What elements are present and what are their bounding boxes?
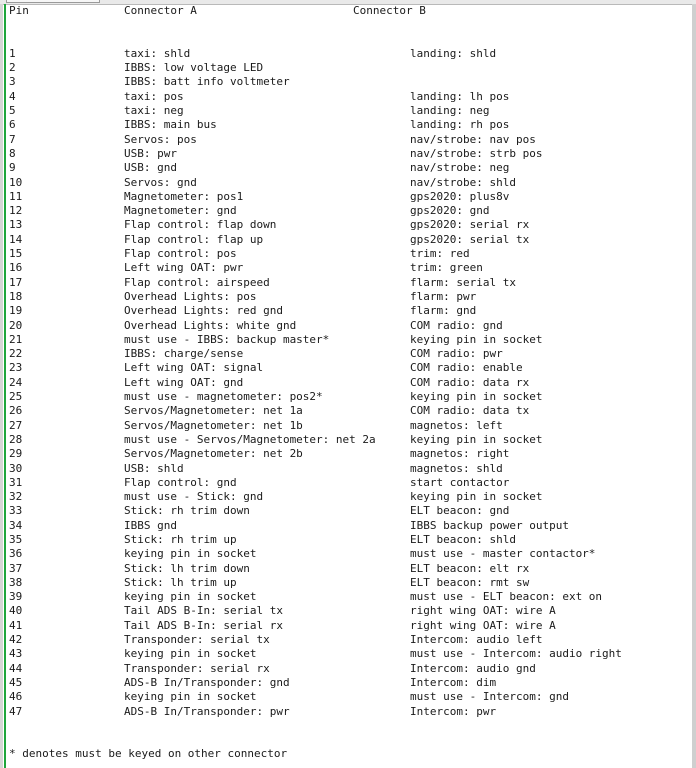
change-indicator-bar <box>4 4 6 768</box>
connector-a-cell: Servos: pos <box>124 132 197 146</box>
connector-a-cell: IBBS: main bus <box>124 118 217 132</box>
pin-number: 47 <box>9 704 23 718</box>
connector-b-cell: flarm: gnd <box>410 304 477 318</box>
connector-b-cell: landing: neg <box>410 104 490 118</box>
connector-b-cell: magnetos: right <box>410 447 510 461</box>
pin-number: 11 <box>9 189 23 203</box>
table-row <box>9 633 689 647</box>
table-row <box>9 333 689 347</box>
table-row <box>9 476 689 490</box>
pin-number: 15 <box>9 247 23 261</box>
pin-number: 18 <box>9 289 23 303</box>
document-text-area[interactable] <box>9 4 689 766</box>
connector-a-cell: must use - magnetometer: pos2* <box>124 390 323 404</box>
table-row <box>9 233 689 247</box>
connector-a-cell: taxi: shld <box>124 46 191 60</box>
connector-b-cell: must use - Intercom: audio right <box>410 647 622 661</box>
table-row <box>9 361 689 375</box>
connector-a-cell: Stick: lh trim down <box>124 561 250 575</box>
header-line <box>9 4 689 18</box>
connector-b-cell: flarm: pwr <box>410 289 477 303</box>
table-row <box>9 462 689 476</box>
footnote: * denotes must be keyed on other connector <box>9 747 288 761</box>
connector-a-cell: Flap control: flap up <box>124 232 264 246</box>
connector-b-cell: keying pin in socket <box>410 332 543 346</box>
connector-b-cell: gps2020: plus8v <box>410 189 510 203</box>
table-row <box>9 690 689 704</box>
table-row <box>9 90 689 104</box>
connector-a-cell: Flap control: airspeed <box>124 275 270 289</box>
connector-b-cell: must use - master contactor* <box>410 547 596 561</box>
connector-a-cell: taxi: neg <box>124 104 184 118</box>
connector-a-cell: Transponder: serial rx <box>124 661 270 675</box>
table-row <box>9 47 689 61</box>
connector-b-cell: gps2020: serial tx <box>410 232 530 246</box>
pin-number: 21 <box>9 332 23 346</box>
table-row <box>9 533 689 547</box>
table-row <box>9 705 689 719</box>
connector-a-cell: keying pin in socket <box>124 590 257 604</box>
connector-b-cell: nav/strobe: neg <box>410 161 510 175</box>
pin-number: 32 <box>9 490 23 504</box>
connector-a-cell: must use - Servos/Magnetometer: net 2a <box>124 432 376 446</box>
pin-number: 42 <box>9 633 23 647</box>
connector-b-cell: gps2020: gnd <box>410 204 490 218</box>
connector-b-cell: right wing OAT: wire A <box>410 618 556 632</box>
connector-a-cell: Flap control: flap down <box>124 218 277 232</box>
pin-number: 40 <box>9 604 23 618</box>
table-row <box>9 161 689 175</box>
connector-b-cell: Intercom: dim <box>410 675 497 689</box>
connector-a-cell: USB: pwr <box>124 146 177 160</box>
connector-a-cell: Overhead Lights: pos <box>124 289 257 303</box>
pin-number: 34 <box>9 518 23 532</box>
connector-b-cell: keying pin in socket <box>410 390 543 404</box>
connector-a-cell: Transponder: serial tx <box>124 633 270 647</box>
pin-number: 20 <box>9 318 23 332</box>
table-row <box>9 519 689 533</box>
header-connector-b: Connector B <box>353 4 426 17</box>
table-row <box>9 376 689 390</box>
connector-b-cell: landing: lh pos <box>410 89 510 103</box>
connector-a-cell: Overhead Lights: white gnd <box>124 318 297 332</box>
pin-number: 24 <box>9 375 23 389</box>
table-row <box>9 419 689 433</box>
blank-line <box>9 719 689 733</box>
table-row <box>9 247 689 261</box>
table-row <box>9 190 689 204</box>
pin-number: 43 <box>9 647 23 661</box>
connector-a-cell: Stick: lh trim up <box>124 575 237 589</box>
connector-b-cell: ELT beacon: elt rx <box>410 561 530 575</box>
connector-a-cell: keying pin in socket <box>124 547 257 561</box>
connector-a-cell: Left wing OAT: signal <box>124 361 264 375</box>
pin-number: 9 <box>9 161 16 175</box>
table-row <box>9 490 689 504</box>
table-row <box>9 204 689 218</box>
table-row <box>9 118 689 132</box>
connector-a-cell: must use - IBBS: backup master* <box>124 332 330 346</box>
connector-b-cell: nav/strobe: strb pos <box>410 146 543 160</box>
connector-b-cell: keying pin in socket <box>410 490 543 504</box>
connector-b-cell: COM radio: enable <box>410 361 523 375</box>
table-row <box>9 576 689 590</box>
pin-number: 45 <box>9 675 23 689</box>
pin-number: 36 <box>9 547 23 561</box>
table-row <box>9 619 689 633</box>
connector-b-cell: landing: shld <box>410 46 497 60</box>
pin-number: 33 <box>9 504 23 518</box>
connector-b-cell: keying pin in socket <box>410 432 543 446</box>
pin-number: 30 <box>9 461 23 475</box>
pin-number: 39 <box>9 590 23 604</box>
connector-b-cell: Intercom: audio left <box>410 633 543 647</box>
connector-a-cell: IBBS: batt info voltmeter <box>124 75 290 89</box>
connector-b-cell: Intercom: audio gnd <box>410 661 536 675</box>
editor-gutter <box>0 4 3 768</box>
connector-a-cell: USB: shld <box>124 461 184 475</box>
connector-a-cell: Left wing OAT: gnd <box>124 375 244 389</box>
connector-a-cell: Tail ADS B-In: serial rx <box>124 618 283 632</box>
connector-b-cell: IBBS backup power output <box>410 518 569 532</box>
table-row <box>9 276 689 290</box>
connector-b-cell: landing: rh pos <box>410 118 510 132</box>
vertical-scrollbar[interactable] <box>692 4 696 768</box>
pin-number: 3 <box>9 75 16 89</box>
pin-number: 44 <box>9 661 23 675</box>
pin-number: 17 <box>9 275 23 289</box>
connector-a-cell: Stick: rh trim down <box>124 504 250 518</box>
connector-a-cell: keying pin in socket <box>124 690 257 704</box>
header-pin: Pin <box>9 4 29 17</box>
pin-number: 8 <box>9 146 16 160</box>
pin-number: 1 <box>9 46 16 60</box>
header-connector-a: Connector A <box>124 4 197 17</box>
pin-number: 46 <box>9 690 23 704</box>
table-row <box>9 147 689 161</box>
connector-a-cell: Servos/Magnetometer: net 1a <box>124 404 303 418</box>
pin-number: 7 <box>9 132 16 146</box>
connector-a-cell: Servos/Magnetometer: net 2b <box>124 447 303 461</box>
pin-number: 27 <box>9 418 23 432</box>
pin-number: 16 <box>9 261 23 275</box>
pin-number: 10 <box>9 175 23 189</box>
table-row <box>9 176 689 190</box>
connector-a-cell: ADS-B In/Transponder: gnd <box>124 675 290 689</box>
connector-b-cell: nav/strobe: nav pos <box>410 132 536 146</box>
pin-number: 13 <box>9 218 23 232</box>
connector-a-cell: Servos: gnd <box>124 175 197 189</box>
connector-b-cell: COM radio: gnd <box>410 318 503 332</box>
pin-number: 14 <box>9 232 23 246</box>
pin-number: 6 <box>9 118 16 132</box>
pin-number: 37 <box>9 561 23 575</box>
pin-number: 25 <box>9 390 23 404</box>
pin-number: 5 <box>9 104 16 118</box>
connector-a-cell: Tail ADS B-In: serial tx <box>124 604 283 618</box>
connector-b-cell: magnetos: left <box>410 418 503 432</box>
pin-number: 22 <box>9 347 23 361</box>
table-row <box>9 61 689 75</box>
connector-a-cell: Flap control: gnd <box>124 475 237 489</box>
connector-a-cell: Stick: rh trim up <box>124 532 237 546</box>
table-row <box>9 447 689 461</box>
document-tab[interactable] <box>6 0 100 3</box>
table-row <box>9 604 689 618</box>
connector-b-cell: COM radio: data rx <box>410 375 530 389</box>
connector-a-cell: Left wing OAT: pwr <box>124 261 244 275</box>
connector-a-cell: IBBS gnd <box>124 518 177 532</box>
connector-a-cell: Servos/Magnetometer: net 1b <box>124 418 303 432</box>
pin-number: 35 <box>9 532 23 546</box>
connector-b-cell: COM radio: data tx <box>410 404 530 418</box>
connector-b-cell: ELT beacon: rmt sw <box>410 575 530 589</box>
table-row <box>9 662 689 676</box>
connector-a-cell: Flap control: pos <box>124 247 237 261</box>
connector-a-cell: ADS-B In/Transponder: pwr <box>124 704 290 718</box>
connector-a-cell: USB: gnd <box>124 161 177 175</box>
pin-number: 29 <box>9 447 23 461</box>
table-row <box>9 319 689 333</box>
table-row <box>9 433 689 447</box>
table-row <box>9 304 689 318</box>
table-row <box>9 647 689 661</box>
connector-a-cell: Magnetometer: pos1 <box>124 189 244 203</box>
table-row <box>9 504 689 518</box>
pin-number: 2 <box>9 61 16 75</box>
connector-b-cell: gps2020: serial rx <box>410 218 530 232</box>
table-row <box>9 75 689 89</box>
table-row <box>9 261 689 275</box>
table-row <box>9 547 689 561</box>
connector-a-cell: keying pin in socket <box>124 647 257 661</box>
table-row <box>9 390 689 404</box>
connector-b-cell: must use - Intercom: gnd <box>410 690 569 704</box>
table-row <box>9 676 689 690</box>
pin-number: 12 <box>9 204 23 218</box>
pin-number: 41 <box>9 618 23 632</box>
blank-line <box>9 733 689 747</box>
connector-a-cell: taxi: pos <box>124 89 184 103</box>
footnote-line <box>9 747 689 761</box>
pin-number: 23 <box>9 361 23 375</box>
table-row <box>9 133 689 147</box>
connector-b-cell: COM radio: pwr <box>410 347 503 361</box>
pin-number: 26 <box>9 404 23 418</box>
table-row <box>9 290 689 304</box>
table-row <box>9 404 689 418</box>
blank-line <box>9 33 689 47</box>
connector-a-cell: Magnetometer: gnd <box>124 204 237 218</box>
connector-b-cell: flarm: serial tx <box>410 275 516 289</box>
connector-b-cell: trim: red <box>410 247 470 261</box>
connector-b-cell: ELT beacon: shld <box>410 532 516 546</box>
pin-number: 4 <box>9 89 16 103</box>
connector-b-cell: Intercom: pwr <box>410 704 497 718</box>
connector-a-cell: IBBS: charge/sense <box>124 347 244 361</box>
table-row <box>9 347 689 361</box>
blank-line <box>9 18 689 32</box>
pin-number: 19 <box>9 304 23 318</box>
connector-a-cell: Overhead Lights: red gnd <box>124 304 283 318</box>
pin-number: 31 <box>9 475 23 489</box>
connector-b-cell: trim: green <box>410 261 483 275</box>
table-row <box>9 562 689 576</box>
table-row <box>9 218 689 232</box>
table-row <box>9 590 689 604</box>
connector-b-cell: must use - ELT beacon: ext on <box>410 590 603 604</box>
table-row <box>9 104 689 118</box>
connector-b-cell: magnetos: shld <box>410 461 503 475</box>
connector-b-cell: right wing OAT: wire A <box>410 604 556 618</box>
connector-a-cell: must use - Stick: gnd <box>124 490 264 504</box>
connector-b-cell: start contactor <box>410 475 510 489</box>
connector-b-cell: nav/strobe: shld <box>410 175 516 189</box>
pin-number: 38 <box>9 575 23 589</box>
connector-b-cell: ELT beacon: gnd <box>410 504 510 518</box>
pin-number: 28 <box>9 432 23 446</box>
pin-table <box>9 47 689 719</box>
connector-a-cell: IBBS: low voltage LED <box>124 61 264 75</box>
